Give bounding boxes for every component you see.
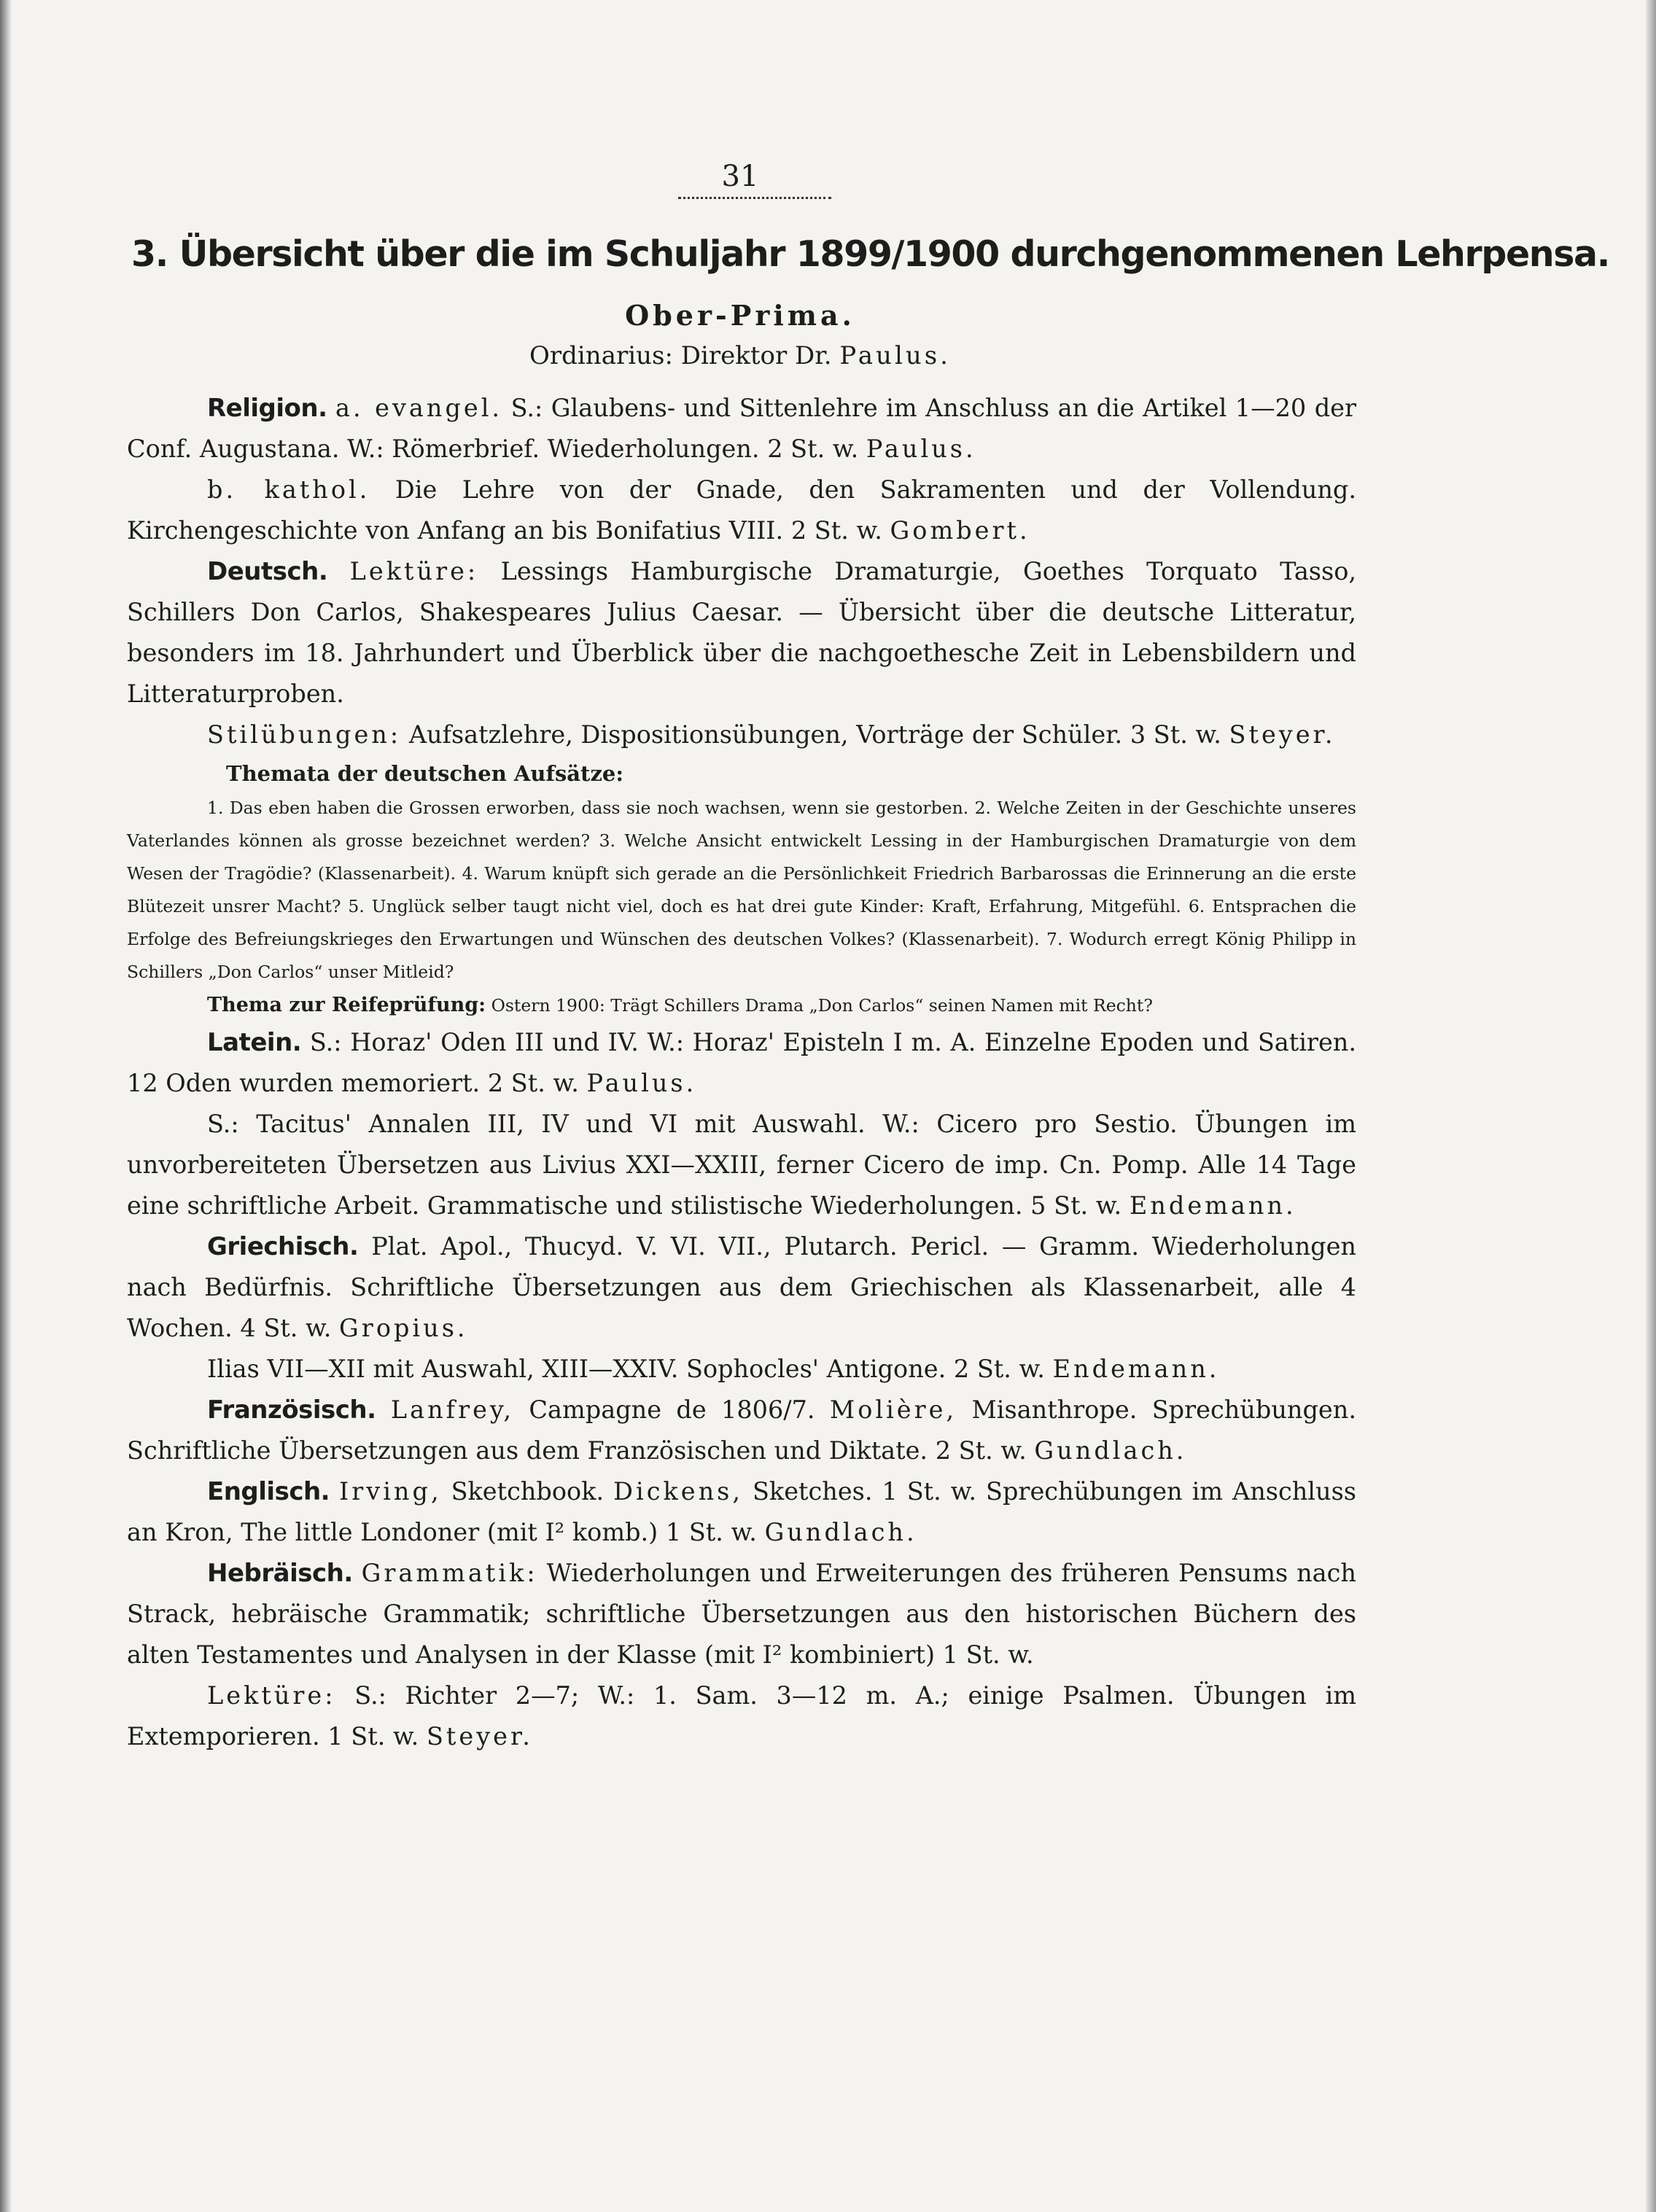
hebraeisch-lektuere-text: S.: Richter 2—7; W.: 1. Sam. 3—12 m. A.; einige Psalmen. Übungen im Extemporieren. 1 St. w. [127,1681,1356,1750]
franzoesisch-work-1: Campagne de 1806/7. [529,1395,815,1424]
franzoesisch-heading: Französisch. [207,1395,376,1425]
deutsch-heading: Deutsch. [207,557,328,586]
hebraeisch-paragraph-1 [127,1553,1356,1675]
franzoesisch-paragraph [127,1390,1356,1471]
latein-text-2: S.: Tacitus' Annalen III, IV und VI mit Auswahl. W.: Cicero pro Sestio. Übungen im unvorbereiteten Übersetzen aus Livius XXI—XXIII, ferner Cicero de imp. Cn. Pomp. Alle 14 Tage eine schriftliche Arbeit. Grammatische und stilistische Wiederholungen. 5 St. w. [127,1110,1356,1220]
religion-a-label: a. evangel. [335,394,503,422]
franzoesisch-text: Misanthrope. Sprechübungen. Schriftliche Übersetzungen aus dem Französischen und Diktate. 2 St. w. [127,1395,1356,1465]
section-heading: 3. Übersicht über die im Schuljahr 1899/1900 durchgenommenen Lehrpensa. [131,233,1609,275]
deutsch-lektuere-label: Lektüre: [349,557,479,585]
latein-paragraph-1 [127,1022,1356,1104]
deutsch-stil-paragraph [127,714,1356,755]
hebraeisch-teacher: Steyer. [426,1722,533,1750]
franzoesisch-author-1: Lanfrey, [390,1395,515,1424]
griechisch-paragraph-2 [127,1349,1356,1390]
religion-b-teacher: Gombert. [890,516,1030,545]
deutsch-lektuere-text: Lessings Hamburgische Dramaturgie, Goethes Torquato Tasso, Schillers Don Carlos, Shakespeares Julius Caesar. — Übersicht über die deutsche Litteratur, besonders im 18. Jahrhundert und Überblick über die nachgoethesche Zeit in Lebensbildern und Litteraturproben. [127,557,1357,708]
englisch-work-1: Sketchbook. [451,1477,605,1506]
ordinarius-line [124,340,1356,372]
religion-a-text: S.: Glaubens- und Sittenlehre im Anschluss an die Artikel 1—20 der Conf. Augustana. W.: Römerbrief. Wiederholungen. 2 St. w. [127,394,1357,463]
deutsch-stil-text: Aufsatzlehre, Dispositionsübungen, Vorträge der Schüler. 3 St. w. [408,720,1221,749]
ordinarius-text: Direktor Dr. [680,341,832,370]
hebraeisch-paragraph-2 [127,1675,1356,1757]
class-title: Ober-Prima. [625,299,855,332]
griechisch-teacher-2: Endemann. [1052,1355,1220,1383]
reife-paragraph [127,989,1356,1022]
griechisch-text-1: Plat. Apol., Thucyd. V. VI. VII., Plutarch. Pericl. — Gramm. Wiederholungen nach Bedürfnis. Schriftliche Übersetzungen aus dem Griechischen als Klassenarbeit, alle 4 Wochen. 4 St. w. [127,1232,1356,1342]
franzoesisch-author-2: Molière, [829,1395,957,1424]
scan-edge-right [1646,0,1656,2212]
latein-text-1: S.: Horaz' Oden III und IV. W.: Horaz' Episteln I m. A. Einzelne Epoden und Satiren. 12 Oden wurden memoriert. 2 St. w. [127,1028,1356,1097]
scan-edge-left [0,0,12,2212]
englisch-heading: Englisch. [207,1477,330,1506]
deutsch-lektuere-paragraph [127,551,1356,714]
religion-b-text: Die Lehre von der Gnade, den Sakramenten und der Vollendung. Kirchengeschichte von Anfang an bis Bonifatius VIII. 2 St. w. [127,475,1357,545]
hebraeisch-grammatik-text: Wiederholungen und Erweiterungen des früheren Pensums nach Strack, hebräische Grammatik; schriftliche Übersetzungen aus den historischen Büchern des alten Testamentes und Analysen in der Klasse (mit I² kombiniert) 1 St. w. [127,1559,1356,1669]
griechisch-heading: Griechisch. [207,1232,359,1261]
religion-a-paragraph [127,388,1356,470]
deutsch-stil-teacher: Steyer. [1229,720,1336,749]
document-body [127,388,1356,1757]
religion-b-label: b. kathol. [207,475,370,504]
englisch-teacher: Gundlach. [764,1518,917,1546]
themata-heading: Themata der deutschen Aufsätze: [226,761,624,786]
latein-paragraph-2 [127,1104,1356,1226]
englisch-paragraph [127,1471,1356,1553]
themata-list: 1. Das eben haben die Grossen erworben, dass sie noch wachsen, wenn sie gestorben. 2. Welche Zeiten in der Geschichte unseres Vaterlandes können als grosse bezeichnet werden? 3. Welche Ansicht entwickelt Lessing in der Hamburgischen Dramaturgie von dem Wesen der Tragödie? (Klassenarbeit). 4. Warum knüpft sich gerade an die Persönlichkeit Friedrich Barbarossas die Erinnerung an die erste Blütezeit unsrer Macht? 5. Unglück selber taugt nicht viel, doch es hat drei gute Kinder: Kraft, Erfahrung, Mitgefühl. 6. Entsprachen die Erfolge des Befreiungskrieges den Erwartungen und Wünschen des deutschen Volkes? (Klassenarbeit). 7. Wodurch erregt König Philipp in Schillers „Don Carlos“ unser Mitleid? [127,798,1356,982]
hebraeisch-heading: Hebräisch. [207,1559,353,1588]
latein-teacher-2: Endemann. [1129,1191,1297,1220]
griechisch-teacher-1: Gropius. [339,1314,468,1342]
reife-heading: Thema zur Reifeprüfung: [207,994,486,1016]
englisch-author-1: Irving, [339,1477,442,1506]
religion-a-teacher: Paulus. [866,435,976,463]
griechisch-paragraph-1 [127,1226,1356,1349]
ordinarius-label: Ordinarius: [529,341,673,370]
englisch-author-2: Dickens, [613,1477,744,1506]
ordinarius-name: Paulus. [839,341,951,370]
reife-text: Ostern 1900: Trägt Schillers Drama „Don Carlos“ seinen Namen mit Recht? [491,995,1153,1016]
page-number: 31 [721,160,759,193]
hebraeisch-lektuere-label: Lektüre: [207,1681,336,1710]
latein-heading: Latein. [207,1028,302,1057]
griechisch-text-2: Ilias VII—XII mit Auswahl, XIII—XXIV. Sophocles' Antigone. 2 St. w. [207,1355,1045,1383]
hebraeisch-grammatik-label: Grammatik: [361,1559,538,1587]
franzoesisch-teacher: Gundlach. [1034,1436,1187,1465]
latein-teacher-1: Paulus. [586,1069,697,1097]
deutsch-stil-label: Stilübungen: [207,720,402,749]
religion-heading: Religion. [207,394,327,423]
religion-b-paragraph [127,470,1356,551]
englisch-text: Sketches. 1 St. w. Sprechübungen im Anschluss an Kron, The little Londoner (mit I² komb.) 1 St. w. [127,1477,1356,1546]
page-number-ornament [678,194,831,199]
